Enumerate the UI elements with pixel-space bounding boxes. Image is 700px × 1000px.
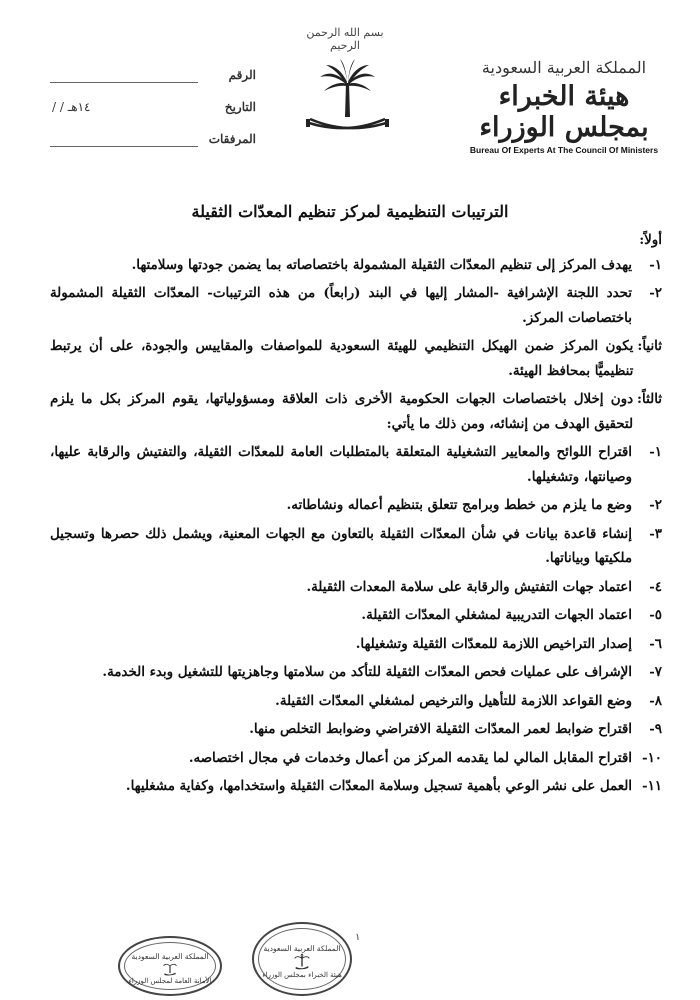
section-3-label: ثالثاً:: [637, 391, 662, 407]
stamp-1-emblem-icon: [293, 953, 311, 971]
ref-number-row: [46, 68, 256, 100]
stamp-1-top-text: المملكة العربية السعودية: [263, 943, 341, 953]
item-number: ٧-: [649, 664, 662, 680]
ref-date-value: / / ١٤هـ: [52, 100, 91, 114]
item-number: ١١-: [642, 778, 662, 794]
item-text: اقتراح اللوائح والمعايير التشغيلية المتعلقة بالمتطلبات العامة للمعدّات الثقيلة، والتفتيش والرقابة عليها، وصيانتها، وتشغيلها.: [50, 444, 632, 485]
bureau-name-arabic: هيئة الخبراء بمجلس الوزراء: [479, 81, 649, 143]
stamp-2-bottom-text: الأمانة العامة لمجلس الوزراء: [128, 976, 212, 985]
ref-number-label: الرقم: [228, 68, 256, 82]
item-number: ٣-: [649, 525, 662, 542]
item-text: إنشاء قاعدة بيانات في شأن المعدّات الثقيلة بالتعاون مع الجهات المعنية، ويشمل ذلك حصرها وتسجيل ملكيتها وبياناتها.: [50, 525, 632, 566]
item-number: ١-: [649, 256, 662, 273]
section-2: [50, 334, 662, 383]
item-text: يهدف المركز إلى تنظيم المعدّات الثقيلة المشمولة باختصاصاته بما يضمن جودتها وسلامتها.: [131, 256, 632, 273]
ref-date-label: التاريخ: [224, 100, 256, 114]
kingdom-name: المملكة العربية السعودية: [481, 58, 647, 77]
ref-date-row: [46, 100, 256, 132]
reference-block: [46, 68, 256, 164]
list-item: [50, 660, 662, 685]
ref-attachments-label: المرفقات: [208, 132, 256, 146]
section-2-text: يكون المركز ضمن الهيكل التنظيمي للهيئة السعودية للمواصفات والمقاييس والجودة، على أن يرتبط تنظيميًّا بمحافظ الهيئة.: [50, 338, 634, 379]
item-text: العمل على نشر الوعي بأهمية تسجيل وسلامة المعدّات الثقيلة واستخدامها، وكفاية مشغليها.: [125, 778, 632, 794]
document-body: [50, 228, 662, 803]
item-text: وضع ما يلزم من خطط وبرامج تتعلق بتنظيم أعماله ونشاطاته.: [286, 497, 632, 513]
official-stamp-secretariat: [118, 936, 222, 996]
list-item: [50, 575, 662, 600]
list-item: [50, 689, 662, 714]
item-text: اقتراح المقابل المالي لما يقدمه المركز من أعمال وخدمات في مجال اختصاصه.: [188, 749, 632, 766]
item-number: ٨-: [649, 692, 662, 709]
item-number: ٩-: [649, 721, 662, 737]
document-title: الترتيبات التنظيمية لمركز تنظيم المعدّات الثقيلة: [191, 202, 509, 221]
list-item: [50, 440, 662, 489]
item-text: اعتماد الجهات التدريبية لمشغلي المعدّات الثقيلة.: [361, 607, 632, 623]
item-number: ٥-: [649, 607, 662, 623]
item-number: ٢-: [649, 285, 662, 301]
section-3: [50, 387, 662, 436]
section-3-text: دون إخلال باختصاصات الجهات الحكومية الأخرى ذات العلاقة ومسؤولياتها، يقوم المركز بكل ما يلزم لتحقيق الهدف من إنشائه، ومن ذلك ما يأتي:: [50, 391, 634, 432]
item-text: اعتماد جهات التفتيش والرقابة على سلامة المعدات الثقيلة.: [306, 578, 632, 595]
list-item: [50, 774, 662, 799]
basmala: بسم الله الرحمن الرحيم: [306, 26, 384, 52]
section-2-label: ثانياً:: [637, 338, 662, 354]
item-number: ٤-: [649, 578, 662, 595]
item-number: ١٠-: [642, 749, 662, 766]
item-text: إصدار التراخيص اللازمة للمعدّات الثقيلة وتشغيلها.: [355, 635, 632, 652]
list-item: [50, 253, 662, 278]
list-item: [50, 717, 662, 742]
item-text: تحدد اللجنة الإشرافية -المشار إليها في البند (رابعاً) من هذه الترتيبات- المعدّات الثقيلة المشمولة باختصاصات المركز.: [50, 285, 632, 326]
item-text: اقتراح ضوابط لعمر المعدّات الثقيلة الافتراضي وضوابط التخلص منها.: [249, 721, 632, 737]
ref-attachments-line: [50, 132, 198, 147]
item-text: الإشراف على عمليات فحص المعدّات الثقيلة للتأكد من سلامتها وجاهزيتها للتشغيل وبدء الخدمة.: [102, 664, 632, 680]
bureau-name-english: Bureau Of Experts At The Council Of Ministers: [469, 145, 659, 155]
list-item: [50, 746, 662, 771]
list-item: [50, 281, 662, 330]
ref-attachments-row: [46, 132, 256, 164]
list-item: [50, 522, 662, 571]
page-number: ١: [355, 932, 361, 943]
stamp-1-bottom-text: هيئة الخبراء بمجلس الوزراء: [262, 970, 342, 979]
item-number: ١-: [649, 444, 662, 460]
item-number: ٢-: [649, 497, 662, 513]
item-text: وضع القواعد اللازمة للتأهيل والترخيص لمشغلي المعدّات الثقيلة.: [275, 692, 632, 709]
section-1-label: أولاً:: [639, 232, 662, 248]
ref-number-line: [50, 68, 198, 83]
list-item: [50, 632, 662, 657]
stamp-2-emblem-icon: [162, 961, 178, 977]
official-stamp-bureau: [252, 922, 352, 996]
organization-header: [464, 58, 664, 155]
stamp-2-top-text: المملكة العربية السعودية: [131, 951, 209, 961]
palm-swords-emblem-icon: [300, 55, 395, 140]
item-number: ٦-: [649, 635, 662, 652]
list-item: [50, 493, 662, 518]
list-item: [50, 603, 662, 628]
